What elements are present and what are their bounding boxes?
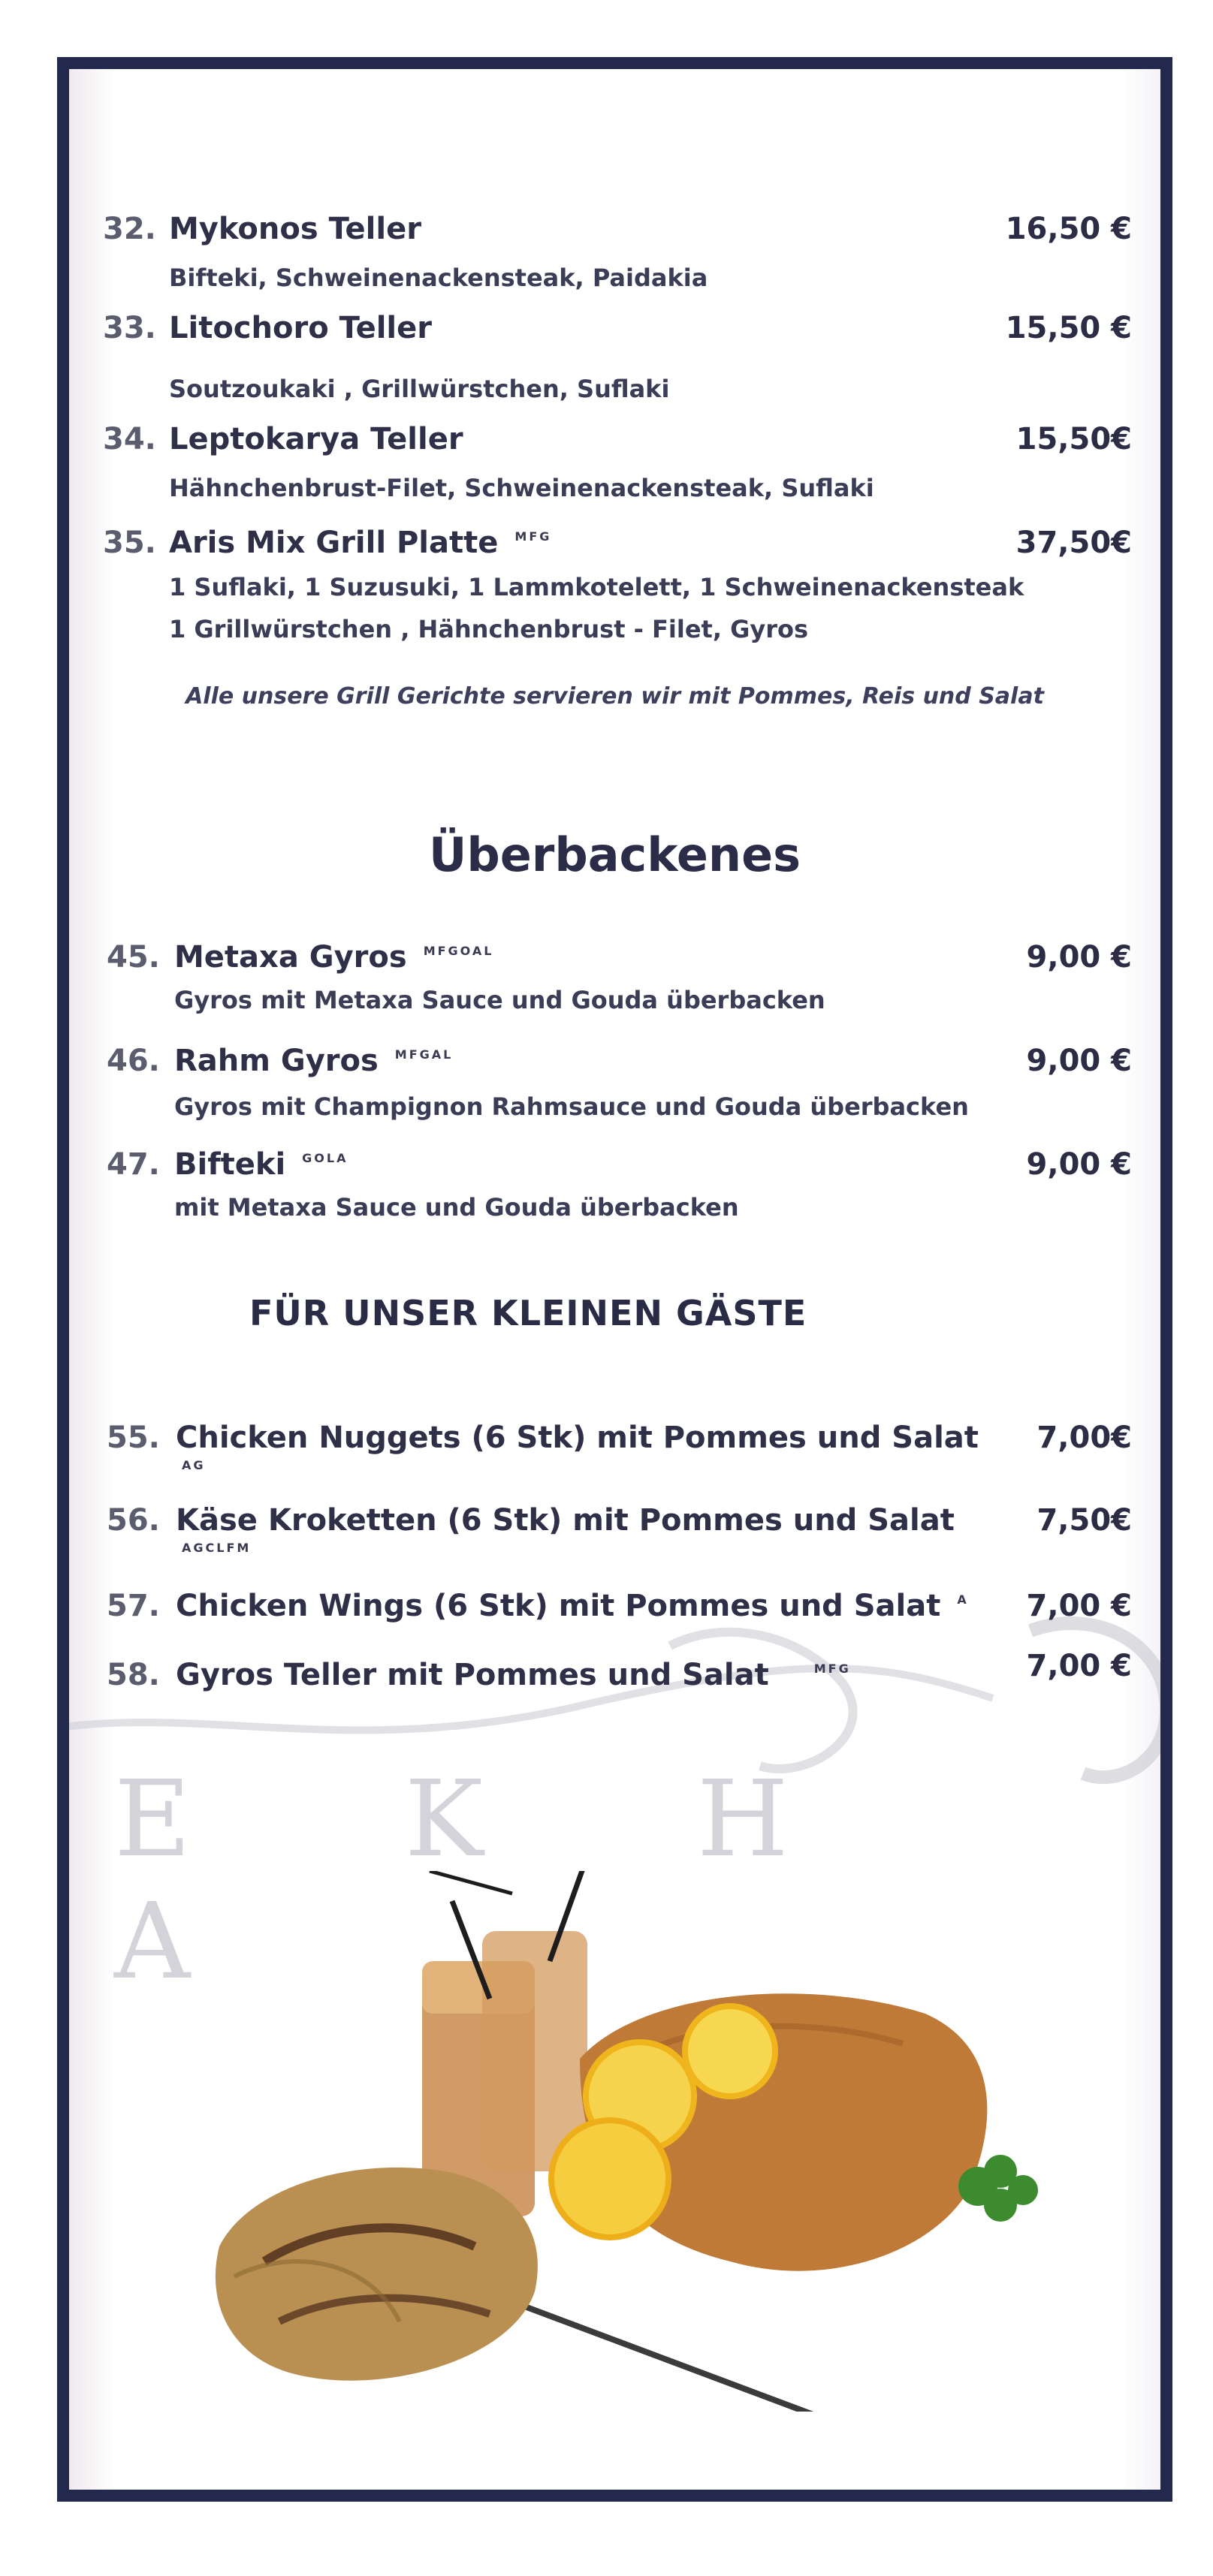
item-number: 45. <box>107 940 160 975</box>
item-description: Bifteki, Schweinenackensteak, Paidakia <box>169 264 708 292</box>
item-name: Litochoro Teller <box>169 311 432 345</box>
item-name: Chicken Wings (6 Stk) mit Pommes und Salat <box>176 1589 941 1623</box>
allergen-codes: AGCLFM <box>182 1541 252 1555</box>
menu-item-45 <box>69 940 1160 1021</box>
menu-item-57 <box>69 1589 1160 1623</box>
item-price: 9,00 € <box>1026 940 1132 975</box>
item-price: 9,00 € <box>1026 1147 1132 1182</box>
allergen-codes: MFG <box>813 1662 851 1676</box>
item-name: Gyros Teller mit Pommes und Salat <box>176 1658 769 1692</box>
item-name: Aris Mix Grill Platte <box>169 526 499 560</box>
item-price: 16,50 € <box>1005 212 1132 246</box>
allergen-codes: MFG <box>514 529 552 544</box>
watermark-text: E K H A <box>114 1758 879 2003</box>
menu-item-56 <box>69 1503 1160 1555</box>
item-number: 35. <box>103 526 156 560</box>
item-name: Metaxa Gyros <box>174 940 407 975</box>
item-description: Soutzoukaki , Grillwürstchen, Suflaki <box>169 375 670 403</box>
grill-note: Alle unsere Grill Gerichte servieren wir mit Pommes, Reis und Salat <box>186 683 1044 710</box>
menu-item-32 <box>69 212 1160 299</box>
section-title-kids: FÜR UNSER KLEINEN GÄSTE <box>249 1293 807 1333</box>
food-photo-illustration <box>159 1871 1076 2412</box>
item-description: Gyros mit Metaxa Sauce und Gouda überbacken <box>174 986 825 1014</box>
menu-item-34 <box>69 422 1160 509</box>
item-name: Leptokarya Teller <box>169 422 463 456</box>
menu-item-47 <box>69 1147 1160 1228</box>
item-price: 15,50 € <box>1005 311 1132 345</box>
item-name: Bifteki <box>174 1147 286 1182</box>
item-description: Hähnchenbrust-Filet, Schweinenackensteak, Suflaki <box>169 474 874 502</box>
section-title-ueberbackenes: Überbackenes <box>428 827 801 882</box>
item-name: Rahm Gyros <box>174 1044 379 1078</box>
allergen-codes: MFGOAL <box>423 944 494 958</box>
item-description: Gyros mit Champignon Rahmsauce und Gouda überbacken <box>174 1092 969 1121</box>
item-price: 15,50€ <box>1015 422 1132 456</box>
menu-page <box>69 69 1160 2490</box>
item-number: 47. <box>107 1147 160 1182</box>
item-description-line-1: 1 Suflaki, 1 Suzusuki, 1 Lammkotelett, 1 Schweinenackensteak <box>169 573 1024 601</box>
item-description: mit Metaxa Sauce und Gouda überbacken <box>174 1193 739 1222</box>
item-price: 7,00 € <box>1026 1589 1132 1623</box>
allergen-codes: GOLA <box>302 1151 349 1165</box>
item-price: 37,50€ <box>1015 526 1132 560</box>
allergen-codes: MFGAL <box>394 1047 454 1062</box>
item-name: Mykonos Teller <box>169 212 421 246</box>
item-name: Käse Kroketten (6 Stk) mit Pommes und Salat <box>176 1503 955 1538</box>
item-number: 33. <box>103 311 156 345</box>
item-number: 55. <box>107 1421 160 1455</box>
decorative-wave <box>57 1616 1172 1811</box>
item-description-line-2: 1 Grillwürstchen , Hähnchenbrust - Filet, Gyros <box>169 615 809 643</box>
allergen-codes: A <box>957 1592 969 1607</box>
item-price: 7,00 € <box>1026 1649 1132 1683</box>
item-price: 7,00€ <box>1036 1421 1132 1455</box>
menu-frame <box>57 57 1172 2502</box>
menu-item-33 <box>69 311 1160 410</box>
menu-item-46 <box>69 1044 1160 1128</box>
item-price: 7,50€ <box>1036 1503 1132 1538</box>
menu-item-55 <box>69 1421 1160 1472</box>
item-number: 58. <box>107 1658 160 1692</box>
item-number: 56. <box>107 1503 160 1538</box>
crepe-shape <box>216 2168 538 2381</box>
item-price: 9,00 € <box>1026 1044 1132 1078</box>
allergen-codes: AG <box>182 1458 206 1472</box>
item-number: 32. <box>103 212 156 246</box>
item-name: Chicken Nuggets (6 Stk) mit Pommes und Salat <box>176 1421 979 1455</box>
menu-item-58 <box>69 1649 1160 1692</box>
item-number: 46. <box>107 1044 160 1078</box>
item-number: 34. <box>103 422 156 456</box>
menu-item-35 <box>69 526 1160 650</box>
item-number: 57. <box>107 1589 160 1623</box>
